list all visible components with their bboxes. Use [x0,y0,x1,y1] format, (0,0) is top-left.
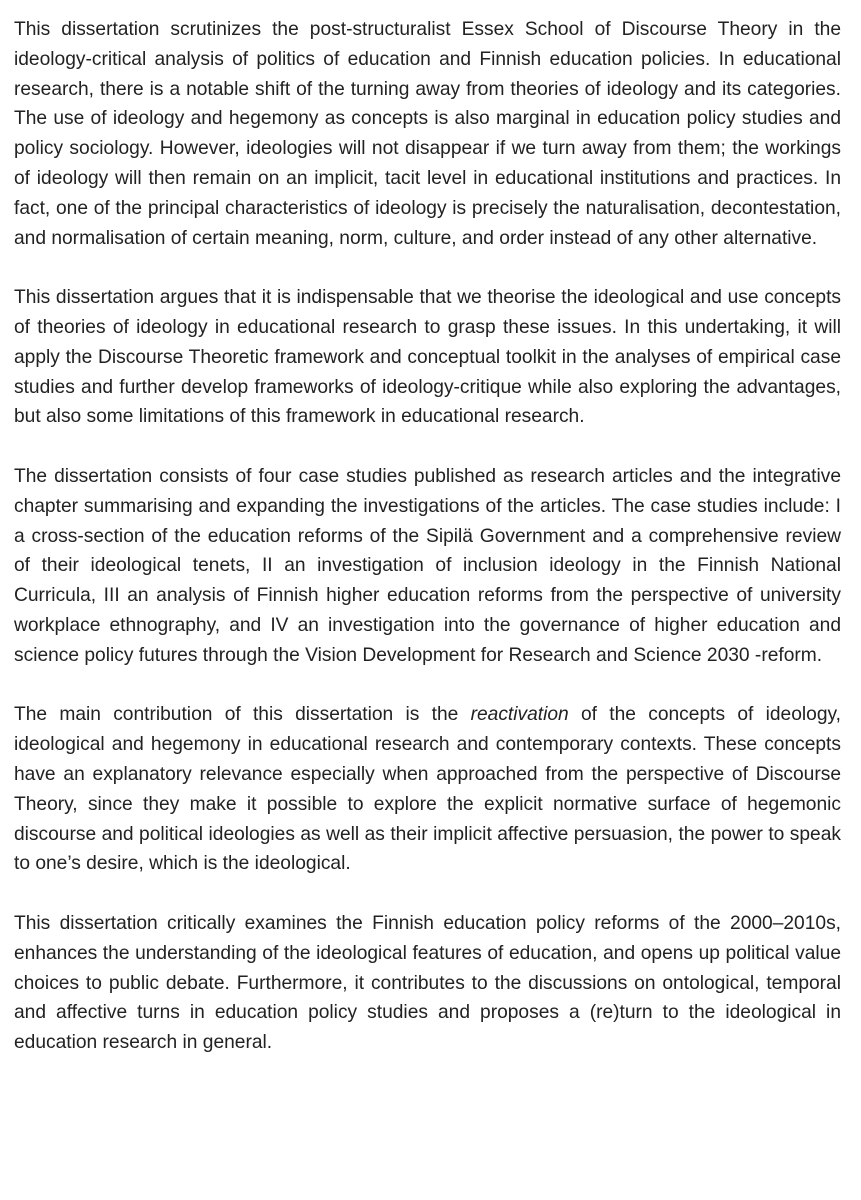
paragraph-argument: This dissertation argues that it is indispensable that we theorise the ideological and use concepts of theories of ideology in educational research to grasp these issues. In this undertaking, it will apply the Discourse Theoretic framework and conceptual toolkit in the analyses of empirical case studies and further develop frameworks of ideology-critique while also exploring the advantages, but also some limitations of this framework in educational research. [14,287,841,428]
paragraph-conclusion: This dissertation critically examines the Finnish education policy reforms of the 2000–2010s, enhances the understanding of the ideological features of education, and opens up political value choices to public debate. Furthermore, it contributes to the discussions on ontological, temporal and affective turns in education policy studies and proposes a (re)turn to the ideological in education research in general. [14,912,841,1054]
paragraph-case-studies: The dissertation consists of four case studies published as research articles and the integrative chapter summarising and expanding the investigations of the articles. The case studies include: I a cross-section of the education reforms of the Sipilä Government and a comprehensive review of their ideological tenets, II an investigation of inclusion ideology in the Finnish National Curricula, III an analysis of Finnish higher education reforms from the perspective of university workplace ethnography, and IV an investigation into the governance of higher education and science policy futures through the Vision Development for Research and Science 2030 -reform. [14,465,841,666]
contribution-text-after: of the concepts of ideology, ideological and hegemony in educational research and contemporary contexts. These concepts have an explanatory relevance especially when approached from the perspective of Discourse Theory, since they make it possible to explore the explicit normative surface of hegemonic discourse and political ideologies as well as their implicit affective persuasion, the power to speak to one’s desire, which is the ideological. [14,704,841,875]
emphasis-reactivation: reactivation [470,704,569,726]
contribution-text-before: The main contribution of this dissertation is the [14,704,471,726]
paragraph-intro: This dissertation scrutinizes the post-structuralist Essex School of Discourse Theory in the ideology-critical analysis of politics of education and Finnish education policies. In educational research, there is a notable shift of the turning away from theories of ideology and its categories. The use of ideology and hegemony as concepts is also marginal in education policy studies and policy sociology. However, ideologies will not disappear if we turn away from them; the workings of ideology will then remain on an implicit, tacit level in educational institutions and practices. In fact, one of the principal characteristics of ideology is precisely the naturalisation, decontestation, and normalisation of certain meaning, norm, culture, and order instead of any other alternative. [14,19,841,249]
paragraph-contribution [14,700,841,879]
